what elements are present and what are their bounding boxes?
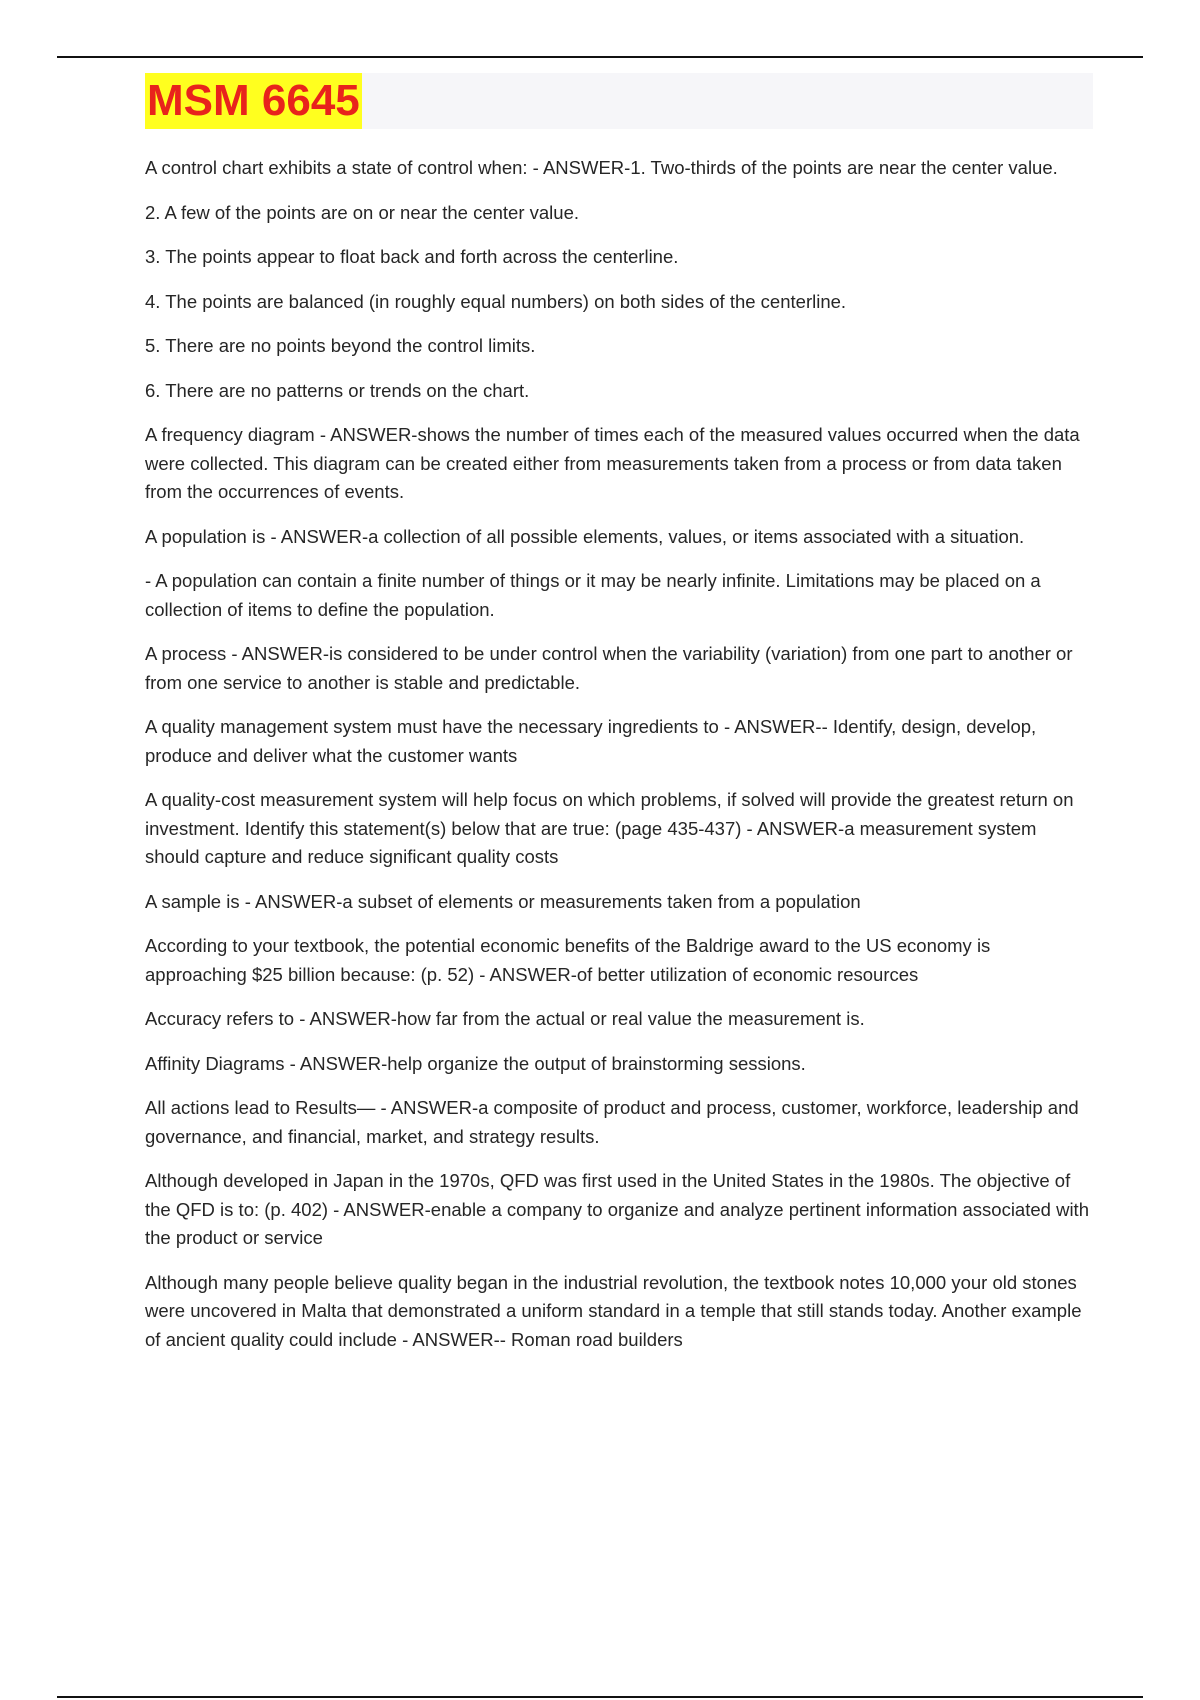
paragraph: All actions lead to Results— - ANSWER-a composite of product and process, customer, workforce, leadership and governance, and financial, market, and strategy results. — [145, 1097, 1079, 1147]
paragraph: A frequency diagram - ANSWER-shows the number of times each of the measured values occurred when the data were collected. This diagram can be created either from measurements taken from a process or from data taken from the occurrences of events. — [145, 424, 1080, 502]
paragraph: - A population can contain a finite number of things or it may be nearly infinite. Limitations may be placed on a collection of items to define the population. — [145, 570, 1041, 620]
paragraph: 4. The points are balanced (in roughly equal numbers) on both sides of the centerline. — [145, 290, 847, 312]
paragraph: A process - ANSWER-is considered to be under control when the variability (variation) from one part to another or from one service to another is stable and predictable. — [145, 643, 1073, 693]
paragraph: Affinity Diagrams - ANSWER-help organize the output of brainstorming sessions. — [145, 1052, 806, 1074]
paragraph: Although many people believe quality began in the industrial revolution, the textbook notes 10,000 your old stones were uncovered in Malta that demonstrated a uniform standard in a temple that still stands today. Another example of ancient quality could include - ANSWER-- Roman road builders — [145, 1271, 1082, 1350]
paragraph: A quality management system must have the necessary ingredients to - ANSWER-- Identify, design, develop, produce and deliver what the customer wants — [145, 716, 1037, 766]
bottom-rule — [57, 1696, 1143, 1698]
paragraph: 6. There are no patterns or trends on the chart. — [145, 379, 530, 401]
document-body — [145, 154, 1095, 1370]
paragraph: A sample is - ANSWER-a subset of elements or measurements taken from a population — [145, 890, 861, 912]
paragraph: A quality-cost measurement system will help focus on which problems, if solved will provide the greatest return on investment. Identify this statement(s) below that are true: (page 435-437) - ANSWER-a measurement system should capture and reduce significant quality costs — [145, 789, 1074, 867]
paragraph: According to your textbook, the potential economic benefits of the Baldrige award to the US economy is approaching $25 billion because: (p. 52) - ANSWER-of better utilization of economic resources — [145, 935, 991, 985]
paragraph: Although developed in Japan in the 1970s, QFD was first used in the United States in the 1980s. The objective of the QFD is to: (p. 402) - ANSWER-enable a company to organize and analyze pertinent information associated with the product or service — [145, 1170, 1089, 1248]
paragraph: A population is - ANSWER-a collection of all possible elements, values, or items associated with a situation. — [145, 525, 1025, 547]
paragraph: 2. A few of the points are on or near the center value. — [145, 201, 580, 223]
paragraph: 3. The points appear to float back and forth across the centerline. — [145, 246, 679, 267]
paragraph: 5. There are no points beyond the control limits. — [145, 335, 536, 356]
top-rule — [57, 56, 1143, 58]
page-title: MSM 6645 — [145, 73, 362, 129]
paragraph: Accuracy refers to - ANSWER-how far from the actual or real value the measurement is. — [145, 1008, 865, 1029]
paragraph: A control chart exhibits a state of control when: - ANSWER-1. Two-thirds of the points are near the center value. — [145, 157, 1058, 178]
